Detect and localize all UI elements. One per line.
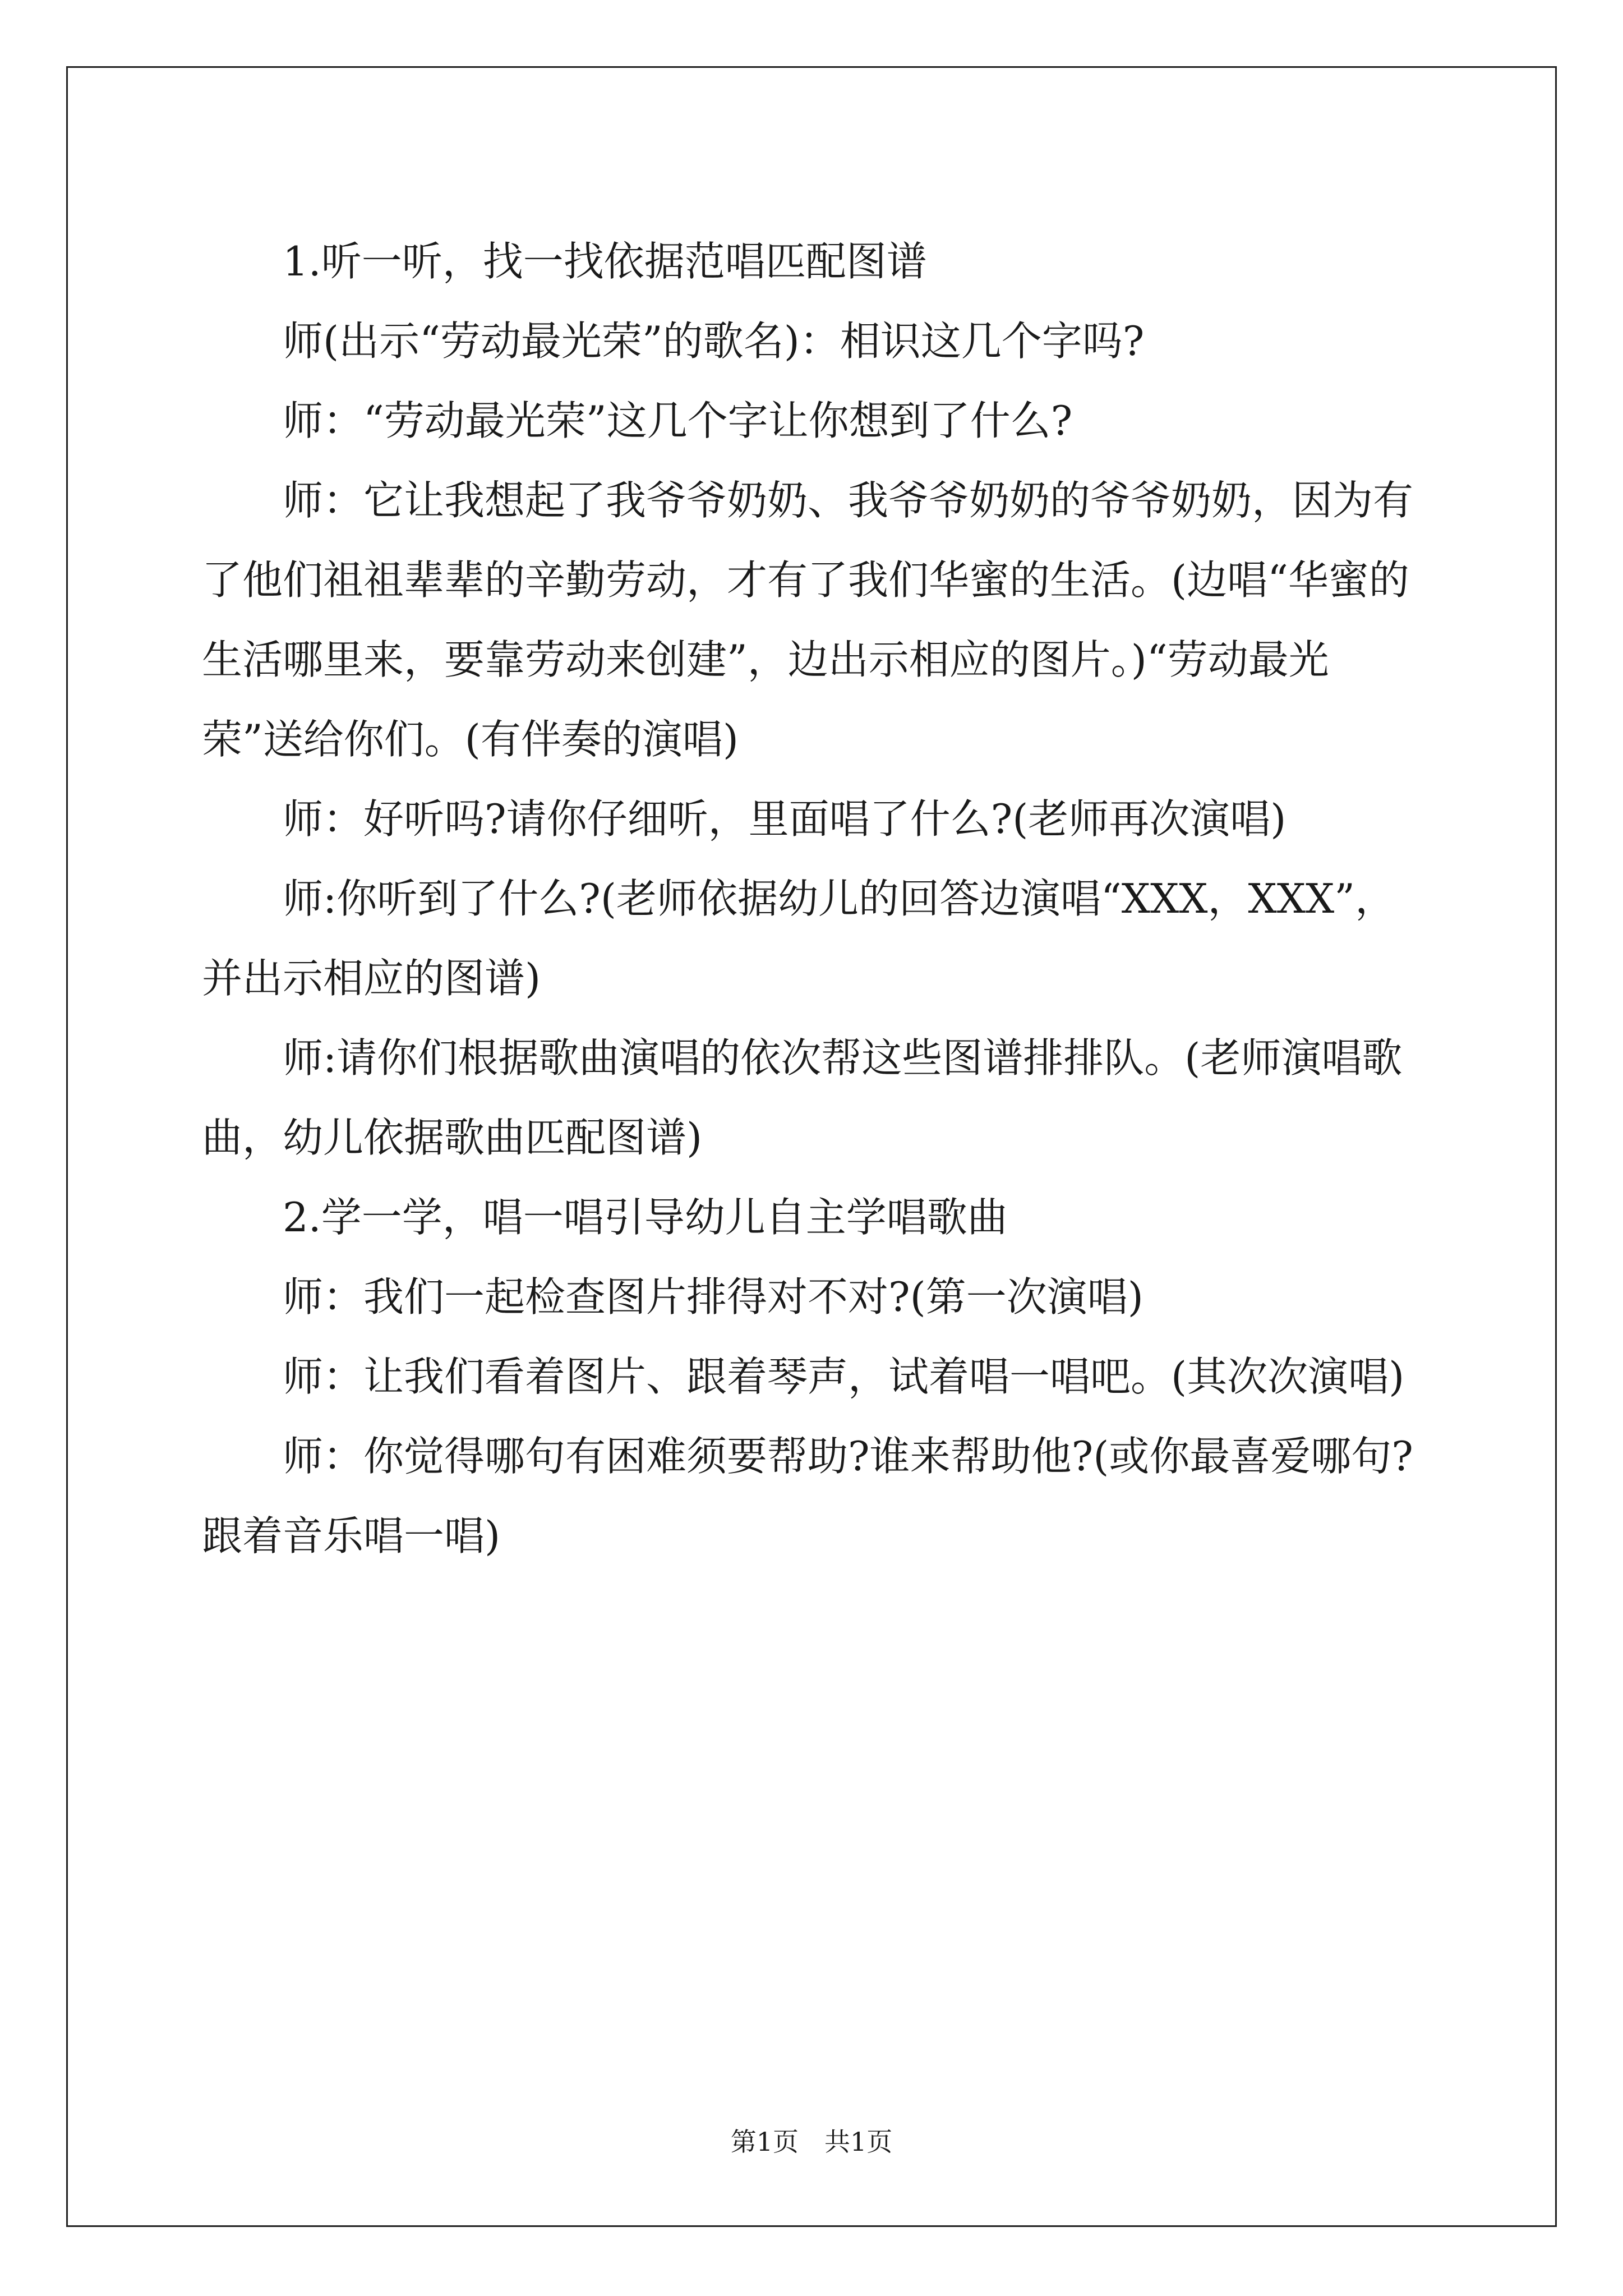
paragraph-6: 师:你听到了什么?(老师依据幼儿的回答边演唱“XXX，XXX”，并出示相应的图谱)	[202, 875, 1396, 1002]
paragraph-2: 师(出示“劳动最光荣”的歌名)：相识这几个字吗?	[283, 318, 1145, 365]
paragraph-9: 师：我们一起检查图片排得对不对?(第一次演唱)	[283, 1273, 1144, 1320]
page-footer: 第1页 共1页	[730, 2127, 893, 2157]
document-body	[202, 222, 1430, 1576]
paragraph-8: 2.学一学，唱一唱引导幼儿自主学唱歌曲	[283, 1194, 1008, 1241]
paragraph-7: 师:请你们根据歌曲演唱的依次帮这些图谱排排队。(老师演唱歌曲，幼儿依据歌曲匹配图谱)	[202, 1034, 1403, 1161]
paragraph-4: 师：它让我想起了我爷爷奶奶、我爷爷奶奶的爷爷奶奶，因为有了他们祖祖辈辈的辛勤劳动，才有了我们华蜜的生活。(边唱“华蜜的生活哪里来，要靠劳动来创建”，边出示相应的图片。)“劳动最光荣”送给你们。(有伴奏的演唱)	[202, 477, 1414, 763]
paragraph-3: 师：“劳动最光荣”这几个字让你想到了什么?	[283, 397, 1073, 444]
paragraph-11: 师：你觉得哪句有困难须要帮助?谁来帮助他?(或你最喜爱哪句?跟着音乐唱一唱)	[202, 1433, 1413, 1559]
paragraph-10: 师：让我们看着图片、跟着琴声，试着唱一唱吧。(其次次演唱)	[283, 1353, 1405, 1400]
paragraph-1: 1.听一听，找一找依据范唱匹配图谱	[283, 238, 927, 285]
paragraph-5: 师：好听吗?请你仔细听，里面唱了什么?(老师再次演唱)	[283, 795, 1287, 843]
